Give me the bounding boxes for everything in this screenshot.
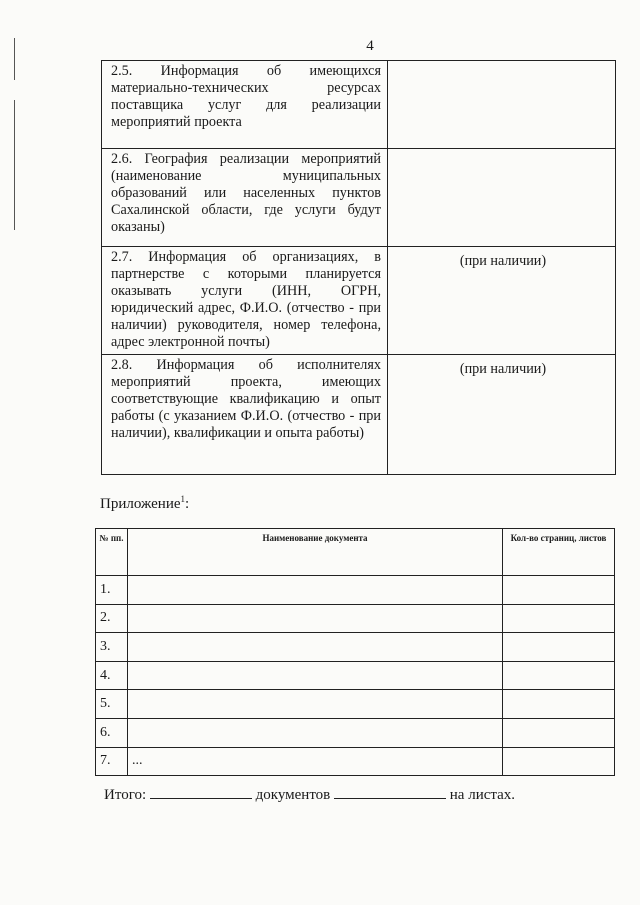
info-label-2-6: 2.6. География реализации мероприятий (наименование муниципальных образований или населенных пунктов Сахалинской области, где услуги будут оказаны): [102, 149, 388, 247]
row-page-count[interactable]: [503, 576, 615, 605]
attachment-documents-table: [95, 528, 615, 776]
row-num: 6.: [96, 718, 128, 747]
page-number: 4: [366, 38, 374, 54]
table-row: [96, 690, 615, 719]
total-suffix: на листах.: [449, 787, 516, 803]
table-row: [96, 633, 615, 662]
row-doc-name[interactable]: ...: [128, 747, 503, 776]
row-page-count[interactable]: [503, 633, 615, 662]
table-row: [102, 149, 616, 247]
info-value-2-8[interactable]: (при наличии): [388, 355, 616, 475]
total-line: [104, 786, 515, 804]
table-row: [96, 718, 615, 747]
info-label-2-5: 2.5. Информация об имеющихся материально-технических ресурсах поставщика услуг для реализации мероприятий проекта: [102, 61, 388, 149]
row-num: 4.: [96, 661, 128, 690]
row-doc-name[interactable]: [128, 661, 503, 690]
header-doc-name: Наименование документа: [128, 529, 503, 576]
attachment-heading-suffix: :: [185, 496, 190, 512]
scan-edge-mark: [14, 100, 15, 230]
row-num: 7.: [96, 747, 128, 776]
row-page-count[interactable]: [503, 747, 615, 776]
row-doc-name[interactable]: [128, 718, 503, 747]
row-num: 2.: [96, 604, 128, 633]
table-row: [102, 247, 616, 355]
attachment-heading-text: Приложение: [100, 496, 181, 512]
row-doc-name[interactable]: [128, 576, 503, 605]
row-num: 3.: [96, 633, 128, 662]
table-row: [96, 661, 615, 690]
sheet-count-blank[interactable]: [334, 786, 446, 799]
row-doc-name[interactable]: [128, 633, 503, 662]
table-header-row: [96, 529, 615, 576]
info-value-2-7[interactable]: (при наличии): [388, 247, 616, 355]
header-num: № пп.: [96, 529, 128, 576]
attachment-heading: [100, 494, 189, 513]
footnote-mark: 1: [180, 494, 186, 504]
info-value-2-5[interactable]: [388, 61, 616, 149]
table-row: [96, 747, 615, 776]
row-page-count[interactable]: [503, 690, 615, 719]
row-doc-name[interactable]: [128, 604, 503, 633]
row-num: 5.: [96, 690, 128, 719]
table-row: [102, 355, 616, 475]
total-prefix: Итого:: [104, 787, 147, 803]
header-page-count: Кол-во страниц, листов: [503, 529, 615, 576]
table-row: [96, 604, 615, 633]
info-value-2-6[interactable]: [388, 149, 616, 247]
table-row: [96, 576, 615, 605]
row-num: 1.: [96, 576, 128, 605]
info-label-2-8: 2.8. Информация об исполнителях мероприятий проекта, имеющих соответствующие квалификацию и опыт работы (с указанием Ф.И.О. (отчество - при наличии), квалификации и опыта работы): [102, 355, 388, 475]
doc-count-blank[interactable]: [150, 786, 252, 799]
row-page-count[interactable]: [503, 661, 615, 690]
row-page-count[interactable]: [503, 604, 615, 633]
project-info-table: [101, 60, 616, 475]
row-doc-name[interactable]: [128, 690, 503, 719]
row-page-count[interactable]: [503, 718, 615, 747]
table-row: [102, 61, 616, 149]
info-label-2-7: 2.7. Информация об организациях, в партнерстве с которыми планируется оказывать услуги (ИНН, ОГРН, юридический адрес, Ф.И.О. (отчество - при наличии) руководителя, номер телефона, адрес электронной почты): [102, 247, 388, 355]
total-middle: документов: [255, 787, 331, 803]
